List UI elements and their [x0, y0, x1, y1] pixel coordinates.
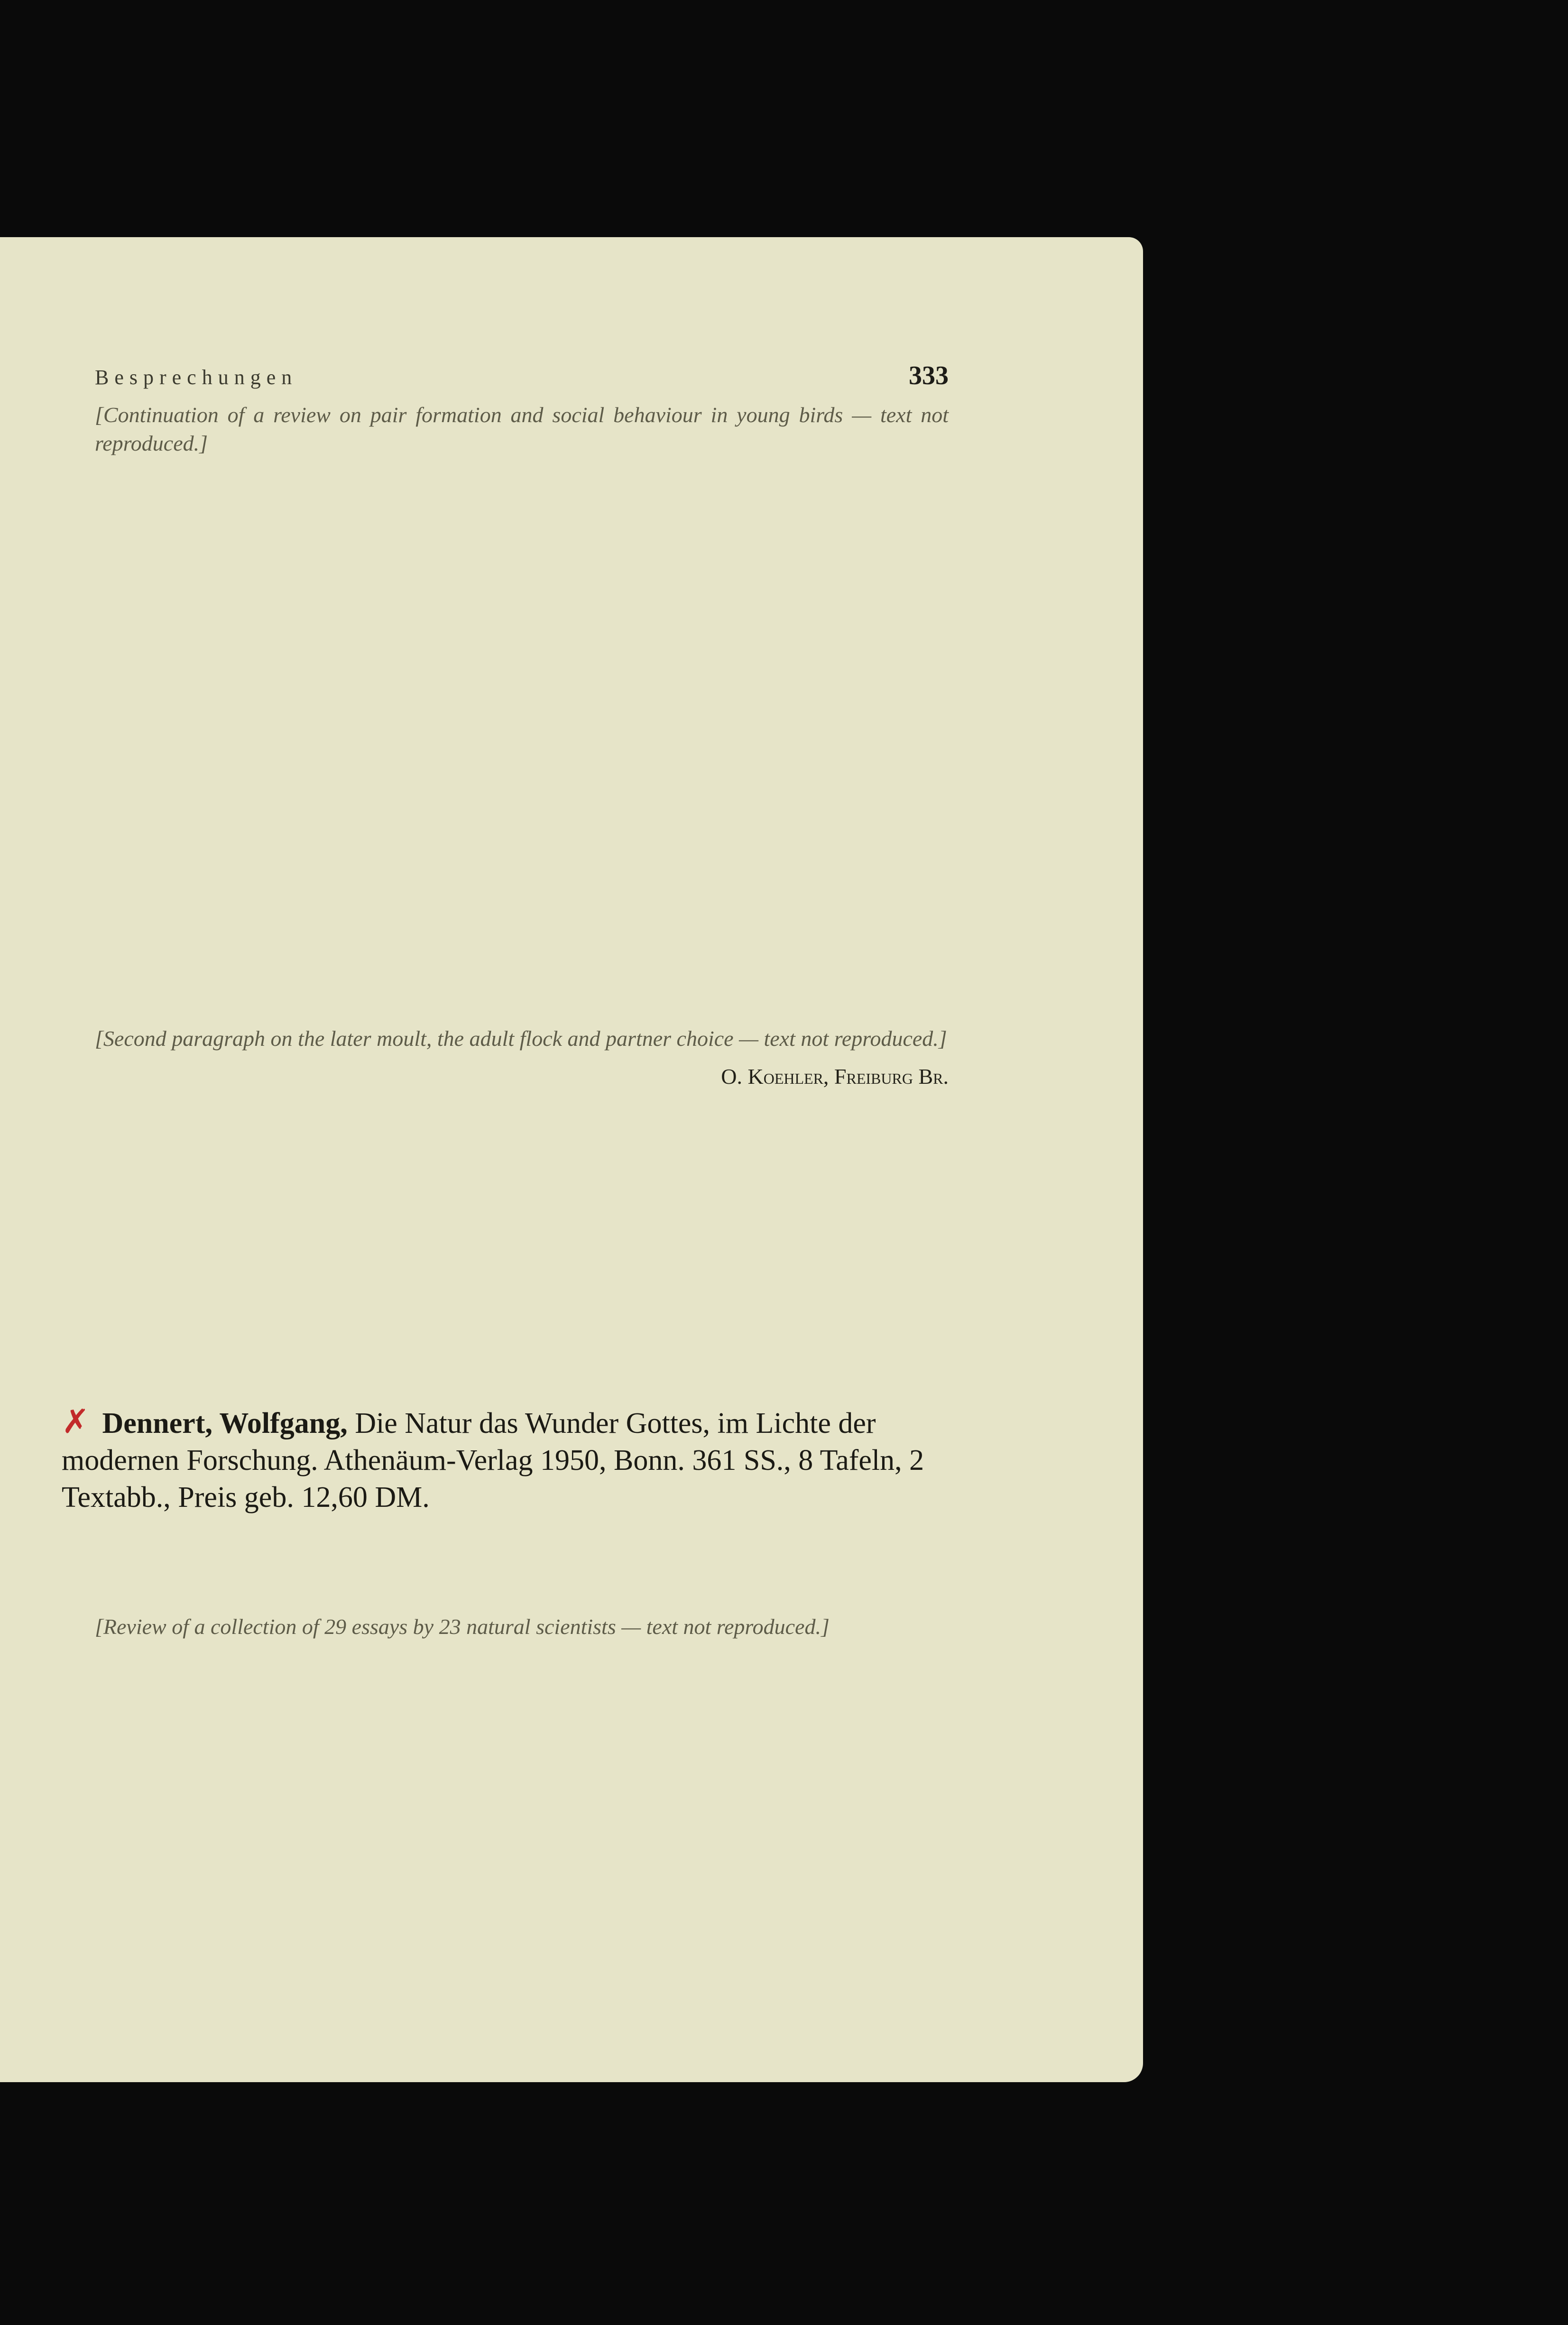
first-review-body — [95, 401, 949, 467]
review-entry-heading — [62, 1404, 949, 1516]
page-sheet — [0, 237, 1143, 2082]
page-header — [95, 360, 949, 394]
paragraph: [Second paragraph on the later moult, the adult flock and partner choice — text not reproduced.] — [95, 1026, 947, 1051]
handwritten-mark: ✗ — [62, 1404, 90, 1440]
second-review-body — [95, 1613, 949, 1651]
paragraph: [Continuation of a review on pair formation and social behaviour in young birds — text not reproduced.] — [95, 403, 949, 455]
running-head: Besprechungen — [95, 366, 298, 389]
reviewer-signature: O. Koehler, Freiburg Br. — [721, 1064, 949, 1089]
paragraph: [Review of a collection of 29 essays by 23 natural scientists — text not reproduced.] — [95, 1615, 830, 1639]
page-number: 333 — [909, 361, 949, 390]
book-author: Dennert, Wolfgang, — [102, 1407, 348, 1439]
book-title: Die Natur das Wunder Gottes, im Lichte der modernen Forschung. Athenäum-Verlag 1950, Bonn. 361 SS., 8 Tafeln, 2 Textabb., Preis geb. 12,60 DM. — [62, 1407, 924, 1513]
first-review-body-cont — [95, 1024, 949, 1113]
